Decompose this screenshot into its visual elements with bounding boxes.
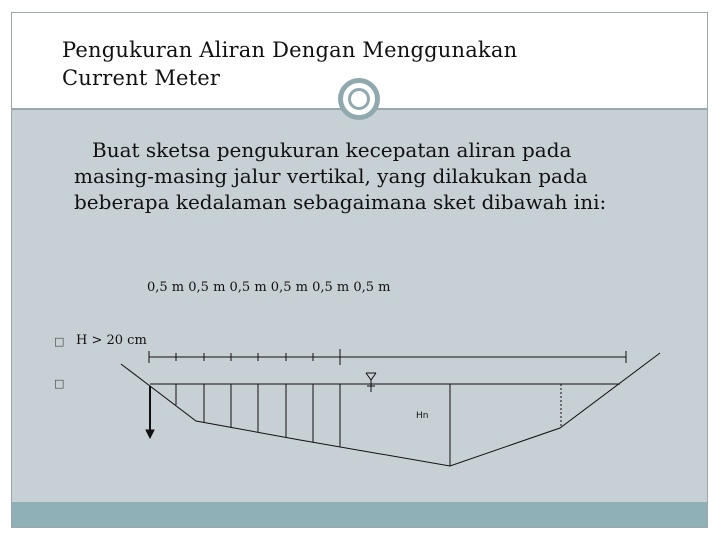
slide-title-line-2: Current Meter — [62, 66, 221, 90]
footer-bar — [12, 502, 707, 527]
dimension-line — [149, 349, 626, 365]
depth-arrow — [146, 386, 154, 438]
slide-title-line-1: Pengukuran Aliran Dengan Menggunakan — [62, 38, 518, 62]
body-text-line-3: beberapa kedalaman sebagaimana sket dibawah ini: — [74, 190, 607, 214]
spacing-label: 0,5 m 0,5 m 0,5 m 0,5 m 0,5 m 0,5 m — [147, 280, 391, 295]
body-text-line-1: Buat sketsa pengukuran kecepatan aliran pada — [92, 138, 572, 162]
body-text-line-2: masing-masing jalur vertikal, yang dilakukan pada — [74, 164, 588, 188]
water-level-triangle-icon — [366, 373, 376, 392]
hn-label: Hn — [416, 411, 429, 421]
square-bullet-icon: □ — [54, 335, 65, 348]
channel-bed-profile — [121, 353, 660, 466]
square-bullet-icon: □ — [54, 377, 65, 390]
depth-condition-label: H > 20 cm — [76, 333, 147, 348]
